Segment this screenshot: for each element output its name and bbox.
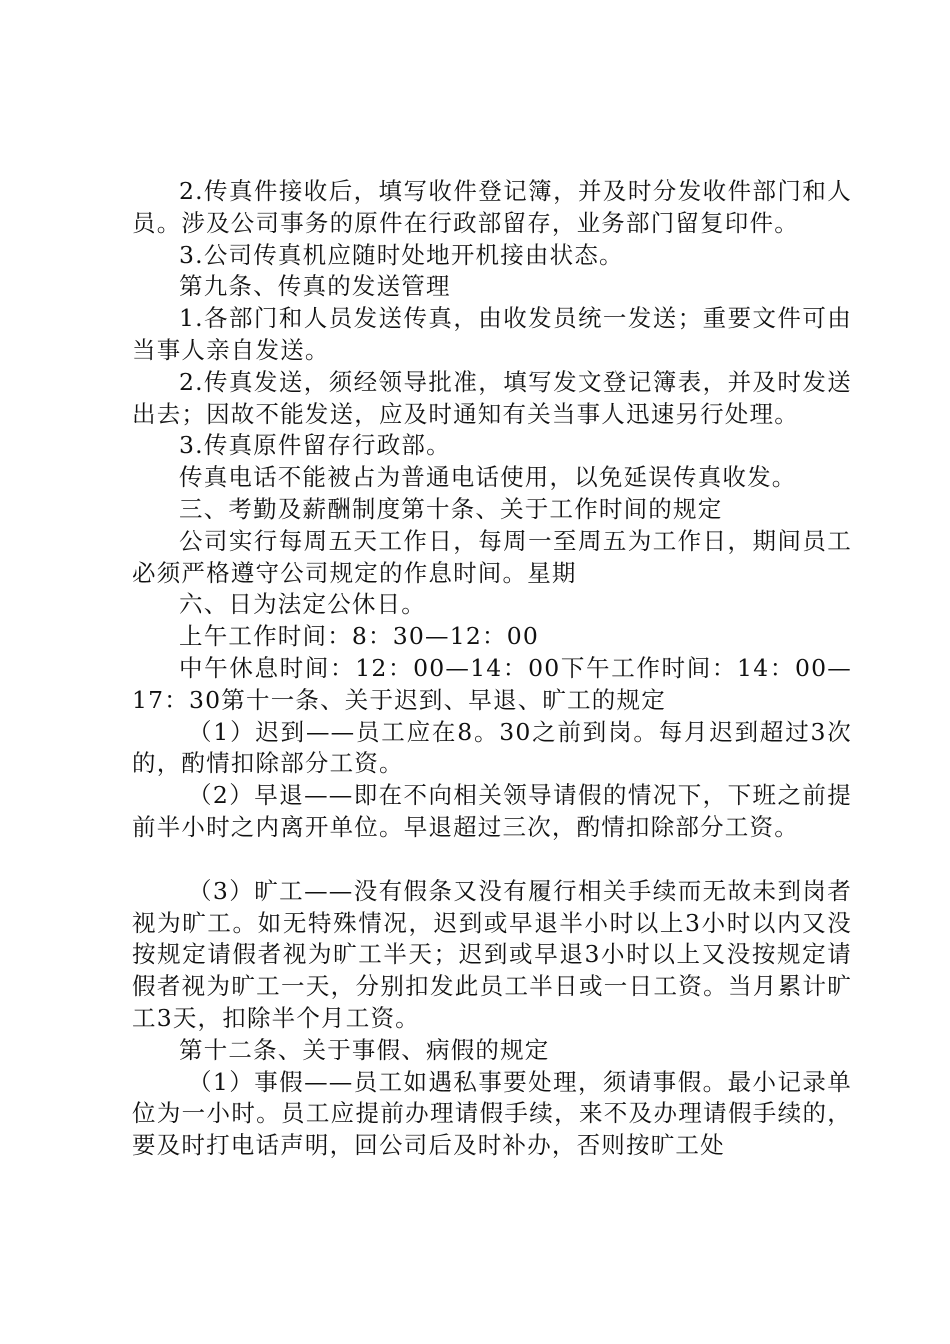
paragraph-early-leave: （2）早退——即在不向相关领导请假的情况下，下班之前提前半小时之内离开单位。早退超过三次，酌情扣除部分工资。 bbox=[132, 781, 852, 841]
paragraph-morning-hours: 上午工作时间：8：30—12：00 bbox=[179, 622, 540, 651]
paragraph-fax-phone: 传真电话不能被占为普通电话使用，以免延误传真收发。 bbox=[179, 463, 797, 492]
document-body bbox=[132, 176, 852, 1162]
paragraph-fax-machine: 3.公司传真机应随时处地开机接由状态。 bbox=[179, 240, 624, 269]
heading-article-12: 第十二条、关于事假、病假的规定 bbox=[179, 1035, 550, 1064]
paragraph-fax-send-1: 1.各部门和人员发送传真，由收发员统一发送；重要文件可由当事人亲自发送。 bbox=[132, 304, 852, 364]
paragraph-personal-leave: （1）事假——员工如遇私事要处理，须请事假。最小记录单位为一小时。员工应提前办理请假手续，来不及办理请假手续的，要及时打电话声明，回公司后及时补办，否则按旷工处 bbox=[132, 1067, 852, 1160]
paragraph-weekend: 六、日为法定公休日。 bbox=[179, 590, 426, 619]
heading-attendance-section: 三、考勤及薪酬制度第十条、关于工作时间的规定 bbox=[179, 494, 723, 523]
paragraph-late: （1）迟到——员工应在8。30之前到岗。每月迟到超过3次的，酌情扣除部分工资。 bbox=[132, 717, 852, 778]
heading-article-9: 第九条、传真的发送管理 bbox=[179, 272, 451, 301]
paragraph-fax-send-2: 2.传真发送，须经领导批准，填写发文登记簿表，并及时发送出去；因故不能发送，应及时通知有关当事人迅速另行处理。 bbox=[132, 367, 852, 428]
paragraph-noon-afternoon-hours: 中午休息时间：12：00—14：00下午工作时间：14：00—17：30第十一条、关于迟到、早退、旷工的规定 bbox=[132, 653, 852, 714]
paragraph-absenteeism: （3）旷工——没有假条又没有履行相关手续而无故未到岗者视为旷工。如无特殊情况，迟到或早退半小时以上3小时以内又没按规定请假者视为旷工半天；迟到或早退3小时以上又没按规定请假者视为旷工一天，分别扣发此员工半日或一日工资。当月累计旷工3天，扣除半个月工资。 bbox=[132, 876, 852, 1032]
paragraph-fax-send-3: 3.传真原件留存行政部。 bbox=[179, 431, 451, 460]
paragraph-workdays: 公司实行每周五天工作日，每周一至周五为工作日，期间员工必须严格遵守公司规定的作息时间。星期 bbox=[132, 526, 852, 587]
paragraph-fax-receive: 2.传真件接收后，填写收件登记簿，并及时分发收件部门和人员。涉及公司事务的原件在行政部留存，业务部门留复印件。 bbox=[132, 177, 852, 237]
